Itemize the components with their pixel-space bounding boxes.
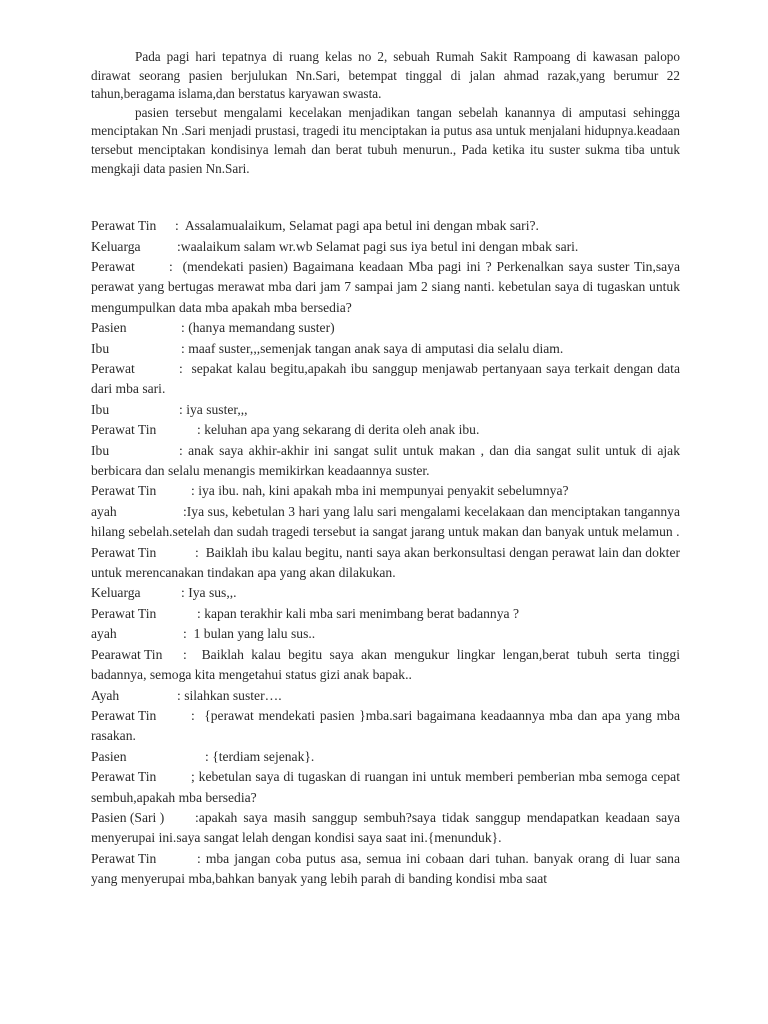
dialog-text: keluhan apa yang sekarang di derita oleh anak ibu. <box>204 422 480 438</box>
section-gap <box>91 178 680 216</box>
speaker-separator: : <box>179 361 183 376</box>
speaker-separator: : <box>191 483 195 499</box>
dialog-line <box>91 543 680 584</box>
speaker-label: Perawat <box>91 258 135 274</box>
speaker-label: Perawat Tin <box>91 850 157 866</box>
speaker-separator: : <box>183 503 187 519</box>
speaker-label: Perawat Tin <box>91 544 157 560</box>
speaker-separator: : <box>195 809 199 825</box>
dialog-text: Baiklah kalau begitu saya akan mengukur lingkar lengan,berat tubuh serta tinggi badannya, semoga kita mengetahui status gizi anak bapak.. <box>91 646 680 683</box>
speaker-label: Pasien <box>91 320 127 336</box>
dialog-section <box>91 216 680 889</box>
speaker-separator: : <box>195 544 199 560</box>
speaker-separator: : <box>181 340 185 356</box>
speaker-separator: : <box>177 687 181 703</box>
speaker-label: ayah <box>91 626 117 642</box>
dialog-text: iya ibu. nah, kini apakah mba ini mempunyai penyakit sebelumnya? <box>198 483 569 499</box>
speaker-label: Perawat Tin <box>91 605 157 621</box>
speaker-separator: : <box>179 442 183 458</box>
dialog-text: kebetulan saya di tugaskan di ruangan ini untuk memberi pemberian mba semoga cepat sembuh,apakah mba bersedia? <box>91 769 680 805</box>
speaker-separator: : <box>169 258 173 274</box>
dialog-line <box>91 481 680 501</box>
dialog-line <box>91 257 680 318</box>
dialog-text: waalaikum salam wr.wb Selamat pagi sus iya betul ini dengan mbak sari. <box>180 238 579 254</box>
speaker-separator: : <box>197 850 201 866</box>
dialog-text: anak saya akhir-akhir ini sangat sulit untuk makan , dan dia sangat sulit untuk di ajak berbicara dan selalu menangis memikirkan keadaannya suster. <box>91 442 680 479</box>
dialog-text: sepakat kalau begitu,apakah ibu sanggup menjawab pertanyaan saya terkait dengan data dari mba sari. <box>91 361 680 397</box>
dialog-text: apakah saya masih sanggup sembuh?saya tidak sanggup mendapatkan keadaan saya menyerupai ini.saya sangat lelah dengan kondisi saya saat ini.{menunduk}. <box>91 809 680 846</box>
intro-paragraph: Pada pagi hari tepatnya di ruang kelas no 2, sebuah Rumah Sakit Rampoang di kawasan palopo dirawat seorang pasien berjulukan Nn.Sari, betempat tinggal di jalan ahmad razak,yang berumur 22 tahun,beragama islama,dan berstatus karyawan swasta. <box>91 49 680 102</box>
dialog-text: (mendekati pasien) Bagaimana keadaan Mba pagi ini ? Perkenalkan saya suster Tin,saya perawat yang bertugas merawat mba dari jam 7 sampai jam 2 siang nanti. kebetulan saya di tugaskan untuk mengumpulkan data mba apakah mba bersedia? <box>91 258 680 315</box>
dialog-text: Baiklah ibu kalau begitu, nanti saya akan berkonsultasi dengan perawat lain dan dokter untuk merencanakan tindakan apa yang akan dilakukan. <box>91 544 681 581</box>
dialog-text: mba jangan coba putus asa, semua ini cobaan dari tuhan. banyak orang di luar sana yang menyerupai mba,bahkan banyak yang lebih parah di banding kondisi mba saat <box>91 850 680 887</box>
dialog-text: kapan terakhir kali mba sari menimbang berat badannya ? <box>204 605 519 621</box>
speaker-label: Ibu <box>91 340 110 356</box>
dialog-line <box>91 420 680 440</box>
dialog-line <box>91 624 680 644</box>
dialog-line <box>91 767 680 808</box>
speaker-separator: : <box>181 320 185 336</box>
speaker-label: Pasien (Sari ) <box>91 809 165 825</box>
dialog-line <box>91 645 680 686</box>
dialog-line <box>91 237 680 257</box>
speaker-separator: : <box>183 626 187 642</box>
dialog-line <box>91 318 680 338</box>
speaker-label: Keluarga <box>91 238 141 254</box>
speaker-separator: : <box>175 218 179 234</box>
speaker-label: Perawat Tin <box>91 218 157 234</box>
dialog-text: Iya sus, kebetulan 3 hari yang lalu sari mengalami kecelakaan dan menciptakan tangannya hilang sebelah.setelah dan sudah tragedi tersebut ia sangat jarang untuk makan dan banyak untuk melamun . <box>91 503 680 540</box>
speaker-label: Perawat Tin <box>91 422 157 438</box>
dialog-text: Iya sus,,. <box>188 585 237 601</box>
speaker-separator: : <box>205 748 209 764</box>
speaker-label: Perawat <box>91 361 135 376</box>
speaker-label: Perawat Tin <box>91 483 157 499</box>
dialog-text: 1 bulan yang lalu sus.. <box>193 626 316 642</box>
dialog-text: {perawat mendekati pasien }mba.sari bagaimana keadaannya mba dan apa yang mba rasakan. <box>91 707 680 744</box>
dialog-line <box>91 400 680 420</box>
dialog-text: maaf suster,,,semenjak tangan anak saya di amputasi dia selalu diam. <box>188 340 564 356</box>
dialog-line <box>91 339 680 359</box>
intro-section <box>91 48 680 178</box>
speaker-separator: : <box>177 238 181 254</box>
speaker-separator: : <box>181 585 185 601</box>
dialog-line <box>91 686 680 706</box>
speaker-separator: ; <box>191 769 195 785</box>
speaker-label: ayah <box>91 503 117 519</box>
dialog-text: Assalamualaikum, Selamat pagi apa betul ini dengan mbak sari?. <box>184 218 539 234</box>
intro-paragraph: pasien tersebut mengalami kecelakan menjadikan tangan sebelah kanannya di amputasi sehingga menciptakan Nn .Sari menjadi prustasi, tragedi itu menciptakan ia putus asa untuk menjalani hidupnya.keadaan tersebut menciptakan kondisinya lemah dan berat tubuh menurun., Pada ketika itu suster sukma tiba untuk mengkaji data pasien Nn.Sari. <box>91 104 680 176</box>
dialog-text: iya suster,,, <box>186 401 248 417</box>
speaker-separator: : <box>197 422 201 438</box>
speaker-label: Pearawat Tin <box>91 646 163 662</box>
speaker-separator: : <box>183 646 187 662</box>
dialog-line <box>91 706 680 747</box>
speaker-label: Ibu <box>91 442 110 458</box>
dialog-text: (hanya memandang suster) <box>188 320 335 336</box>
dialog-line <box>91 747 680 767</box>
dialog-line <box>91 216 680 236</box>
speaker-label: Ayah <box>91 687 120 703</box>
dialog-line <box>91 502 680 543</box>
speaker-label: Keluarga <box>91 585 141 601</box>
speaker-label: Perawat Tin <box>91 707 157 723</box>
speaker-label: Pasien <box>91 748 127 764</box>
speaker-separator: : <box>179 401 183 417</box>
dialog-line <box>91 808 680 849</box>
dialog-line <box>91 604 680 624</box>
dialog-line <box>91 359 680 400</box>
speaker-label: Ibu <box>91 401 110 417</box>
speaker-label: Perawat Tin <box>91 769 157 785</box>
speaker-separator: : <box>197 605 201 621</box>
dialog-text: silahkan suster…. <box>184 687 282 703</box>
speaker-separator: : <box>191 707 195 723</box>
dialog-text: {terdiam sejenak}. <box>212 748 315 764</box>
dialog-line <box>91 583 680 603</box>
dialog-line <box>91 441 680 482</box>
dialog-line <box>91 849 680 890</box>
